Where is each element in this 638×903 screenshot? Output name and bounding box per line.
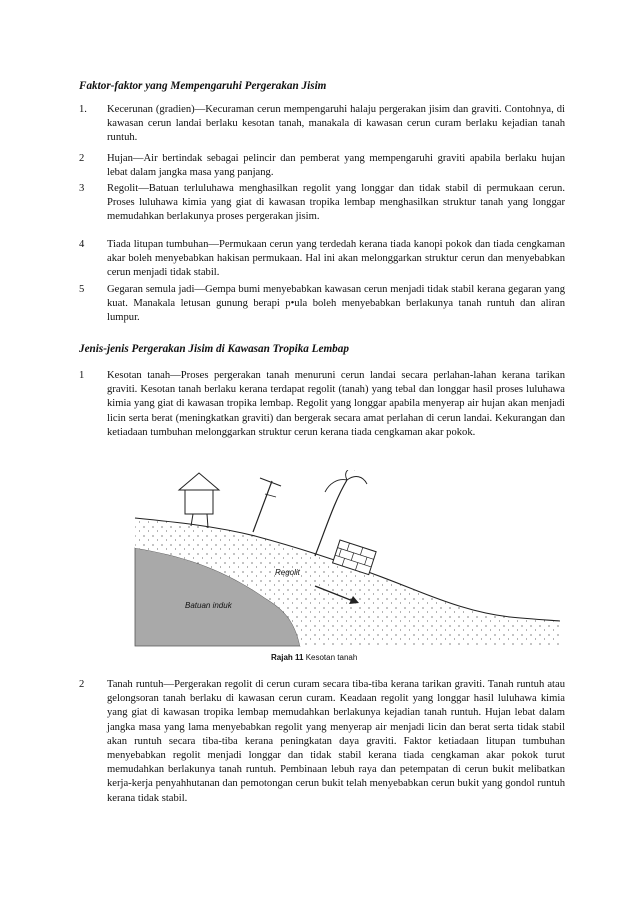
figure-caption: Rajah 11 Kesotan tanah [271,653,358,662]
list-item-text: Gegaran semula jadi—Gempa bumi menyebabkan kawasan cerun menjadi tidak stabil kerana gegaran yang kuat. Manakala letusan gunung berapi p•ula boleh menyebabkan berlakunya tanah runtuh dan aliran lumpur. [107,284,565,324]
list-item-text: Tiada litupan tumbuhan—Permukaan cerun yang terdedah kerana tiada kanopi pokok dan tiada cengkaman akar boleh menyebabkan hakisan permukaan. Hal ini akan melonggarkan struktur cerun dan menyebabkan cerun menjadi tidak stabil. [107,239,565,279]
house-icon [179,473,219,528]
list-item-number: 3 [79,183,85,194]
tilted-pole-icon [253,478,281,532]
list-item [79,678,565,806]
section-title-factors: Faktor-faktor yang Mempengaruhi Pergerakan Jisim [79,80,327,92]
list-item-text: Tanah runtuh—Pergerakan regolit di cerun curam secara tiba-tiba kerana tarikan graviti. Tanah runtuh atau gelongsoran tanah berlaku di kawasan cerun curam. Keadaan regolit yang longgar hasil luluhawa kimia yang giat di kawasan tropika lembap memudahkan berlakunya kejadian tanah runtuh. Hujan lebat dalam jangka masa yang lama menyebabkan regolit yang menyerap air menjadi licin dan berat serta tidak stabil akan runtuh secara tiba-tiba kerana peningkatan daya graviti. Faktor ketiadaan litupan tumbuhan menyebabkan regolit menjadi longgar dan tidak stabil kerana tiada cengkaman akar pokok turut memudahkan berlakunya tanah runtuh. Pembinaan lebuh raya dan petempatan di cerun bukit melibatkan kerja-kerja penyahhutanan dan pemotongan cerun bukit telah menyebabkan cerun bukit yang gondol runtuh kerana tidak stabil. [107,679,565,804]
section-title-types: Jenis-jenis Pergerakan Jisim di Kawasan Tropika Lembap [79,343,349,355]
soil-creep-diagram [115,470,560,662]
label-batuan-induk: Batuan induk [185,601,232,610]
list-item-number: 1 [79,370,85,381]
list-item-number: 5 [79,284,85,295]
list-item [79,283,565,326]
list-item [79,182,565,225]
list-item-text: Regolit—Batuan terluluhawa menghasilkan regolit yang longgar dan tidak stabil di permukaan cerun. Proses luluhawa kimia yang giat di kawasan tropika lembap menghasilkan struktur tanah yang longgar memudahkan berlakunya proses pergerakan jisim. [107,183,565,223]
list-item [79,238,565,281]
list-item-number: 1. [79,104,87,115]
list-item-text: Kecerunan (gradien)—Kecuraman cerun mempengaruhi halaju pergerakan jisim dan graviti. Contohnya, di kawasan cerun landai berlaku kesotan tanah, manakala di kawasan cerun curam berlaku kejadian tanah runtuh. [107,104,565,144]
list-item-number: 4 [79,239,85,250]
list-item [79,152,565,180]
list-item-number: 2 [79,153,85,164]
list-item [79,103,565,146]
label-regolit: Regolit [275,568,300,577]
list-item-number: 2 [79,679,85,690]
list-item-text: Kesotan tanah—Proses pergerakan tanah menuruni cerun landai secara perlahan-lahan kerana tarikan graviti. Kesotan tanah berlaku kerana terdapat regolit (tanah) yang tebal dan longgar hasil proses luluhawa kimia yang giat di kawasan tropika lembap. Regolit yang longgar apabila menyerap air hujan akan menjadi licin serta berat (meningkatkan graviti) dan bergerak secara amat perlahan di cerun landai. Kekurangan dan ketiadaan tumbuhan melonggarkan struktur cerun kerana tiada cengkaman akar pokok. [107,370,565,438]
list-item-text: Hujan—Air bertindak sebagai pelincir dan pemberat yang mempengaruhi graviti apabila berlaku hujan lebat dalam jangka masa yang panjang. [107,153,565,179]
list-item [79,369,565,440]
